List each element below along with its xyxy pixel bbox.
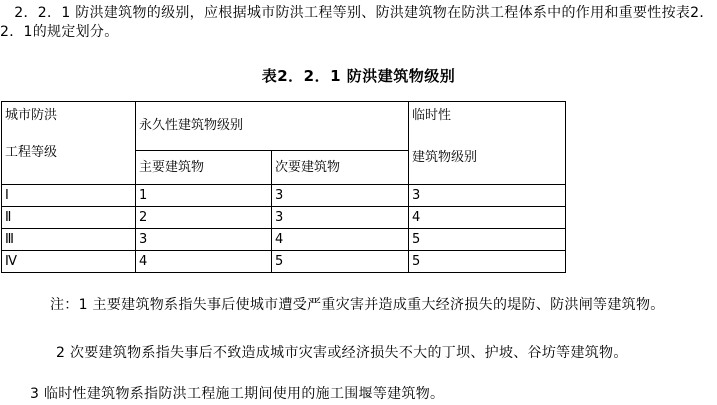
- table-row: [2, 251, 566, 273]
- header-secondary-building: 次要建筑物: [272, 151, 409, 185]
- cell-temporary: 4: [409, 207, 566, 229]
- table-row: [2, 229, 566, 251]
- header-permanent: 永久性建筑物级别: [136, 102, 409, 151]
- cell-secondary: 4: [272, 229, 409, 251]
- building-grade-table: [1, 101, 566, 273]
- table-row: [2, 207, 566, 229]
- note-1: 注：1 主要建筑物系指失事后使城市遭受严重灾害并造成重大经济损失的堤防、防洪闸等建筑物。: [50, 297, 665, 313]
- cell-secondary: 3: [272, 185, 409, 207]
- cell-secondary: 5: [272, 251, 409, 273]
- cell-secondary: 3: [272, 207, 409, 229]
- cell-main: 4: [136, 251, 272, 273]
- header-temporary-line1: 临时性: [412, 108, 452, 123]
- cell-temporary: 5: [409, 251, 566, 273]
- header-temporary: [409, 102, 566, 185]
- header-main-building: 主要建筑物: [136, 151, 272, 185]
- note-3: 3 临时性建筑物系指防洪工程施工期间使用的施工围堰等建筑物。: [30, 386, 445, 402]
- header-temporary-line2: 建筑物级别: [412, 150, 478, 165]
- cell-temporary: 5: [409, 229, 566, 251]
- cell-grade: Ⅱ: [2, 207, 136, 229]
- header-city-grade-line2: 工程等级: [5, 145, 58, 160]
- header-city-grade-line1: 城市防洪: [5, 108, 58, 123]
- cell-temporary: 3: [409, 185, 566, 207]
- cell-main: 2: [136, 207, 272, 229]
- header-city-grade: [2, 102, 136, 185]
- table-row: [2, 185, 566, 207]
- cell-main: 1: [136, 185, 272, 207]
- intro-paragraph: 2．2．1 防洪建筑物的级别，应根据城市防洪工程等别、防洪建筑物在防洪工程体系中的作用和重要性按表2．2．1的规定划分。: [0, 5, 714, 40]
- cell-grade: Ⅳ: [2, 251, 136, 273]
- cell-grade: Ⅰ: [2, 185, 136, 207]
- cell-main: 3: [136, 229, 272, 251]
- table-title: 表2．2．1 防洪建筑物级别: [261, 67, 456, 85]
- note-2: 2 次要建筑物系指失事后不致造成城市灾害或经济损失不大的丁坝、护坡、谷坊等建筑物。: [56, 345, 628, 361]
- cell-grade: Ⅲ: [2, 229, 136, 251]
